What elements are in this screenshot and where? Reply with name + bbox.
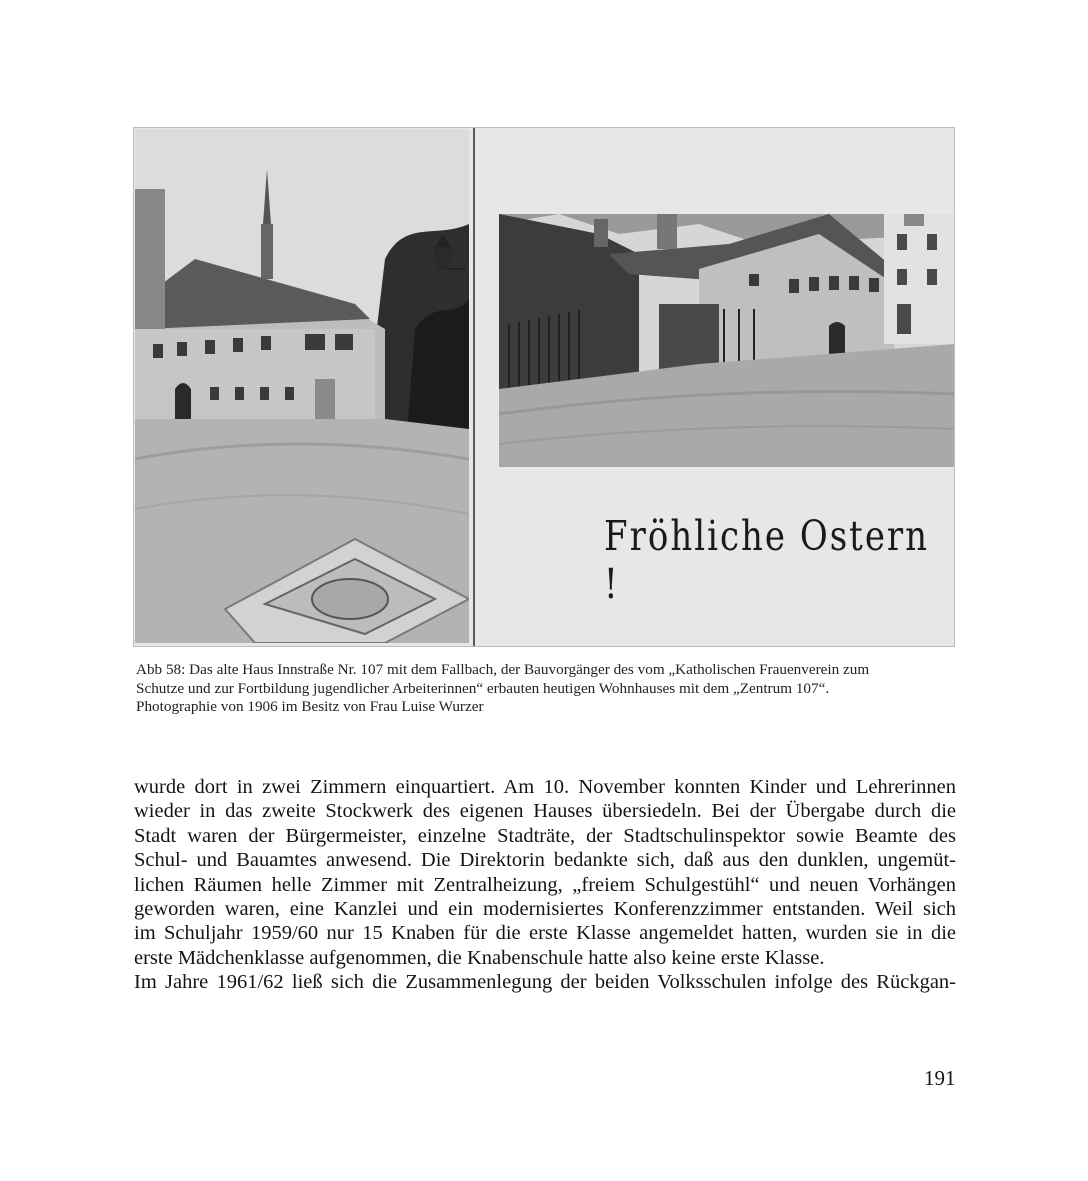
caption-line: Schutze und zur Fortbildung jugendlicher Arbeiterinnen“ erbauten heutigen Wohnhauses mit dem „Zentrum 107“.: [136, 679, 830, 697]
body-line: Im Jahre 1961/62 ließ sich die Zusammenlegung der beiden Volksschulen infolge des Rückgan-: [134, 971, 956, 994]
body-line: wurde dort in zwei Zimmern einquartiert. Am 10. November konnten Kinder und Lehrerinnen: [134, 776, 956, 798]
body-line: im Schuljahr 1959/60 nur 15 Knaben für die erste Klasse angemeldet hatten, wurden sie in die: [134, 922, 956, 945]
figure-caption: [136, 661, 956, 717]
photo-old-house-street: [135, 129, 469, 643]
body-line: erste Mädchenklasse aufgenommen, die Knabenschule hatte also keine erste Klasse.: [134, 946, 825, 969]
figure-postcard: [133, 127, 955, 647]
photo-old-house-front: [499, 214, 955, 467]
caption-line: Abb 58: Das alte Haus Innstraße Nr. 107 mit dem Fallbach, der Bauvorgänger des vom „Katholischen Frauenverein zum: [136, 661, 870, 678]
page-number: 191: [924, 1066, 956, 1090]
caption-line: Photographie von 1906 im Besitz von Frau Luise Wurzer: [136, 698, 484, 715]
body-line: wieder in das zweite Stockwerk des eigenen Hauses übersiedeln. Bei der Übergabe durch die: [134, 800, 956, 823]
body-paragraph: [134, 775, 956, 995]
body-line: lichen Räumen helle Zimmer mit Zentralheizung, „freiem Schulgestühl“ und neuen Vorhängen: [134, 873, 956, 896]
vertical-divider: [473, 128, 475, 647]
body-line: Stadt waren der Bürgermeister, einzelne Stadträte, der Stadtschulinspektor sowie Beamte des: [134, 824, 956, 847]
body-line: geworden waren, eine Kanzlei und ein modernisiertes Konferenzzimmer entstanden. Weil sich: [134, 898, 956, 921]
postcard-greeting: Fröhliche Ostern !: [604, 513, 930, 609]
body-line: Schul- und Bauamtes anwesend. Die Direktorin bedankte sich, daß aus den dunklen, ungemüt-: [134, 849, 956, 872]
